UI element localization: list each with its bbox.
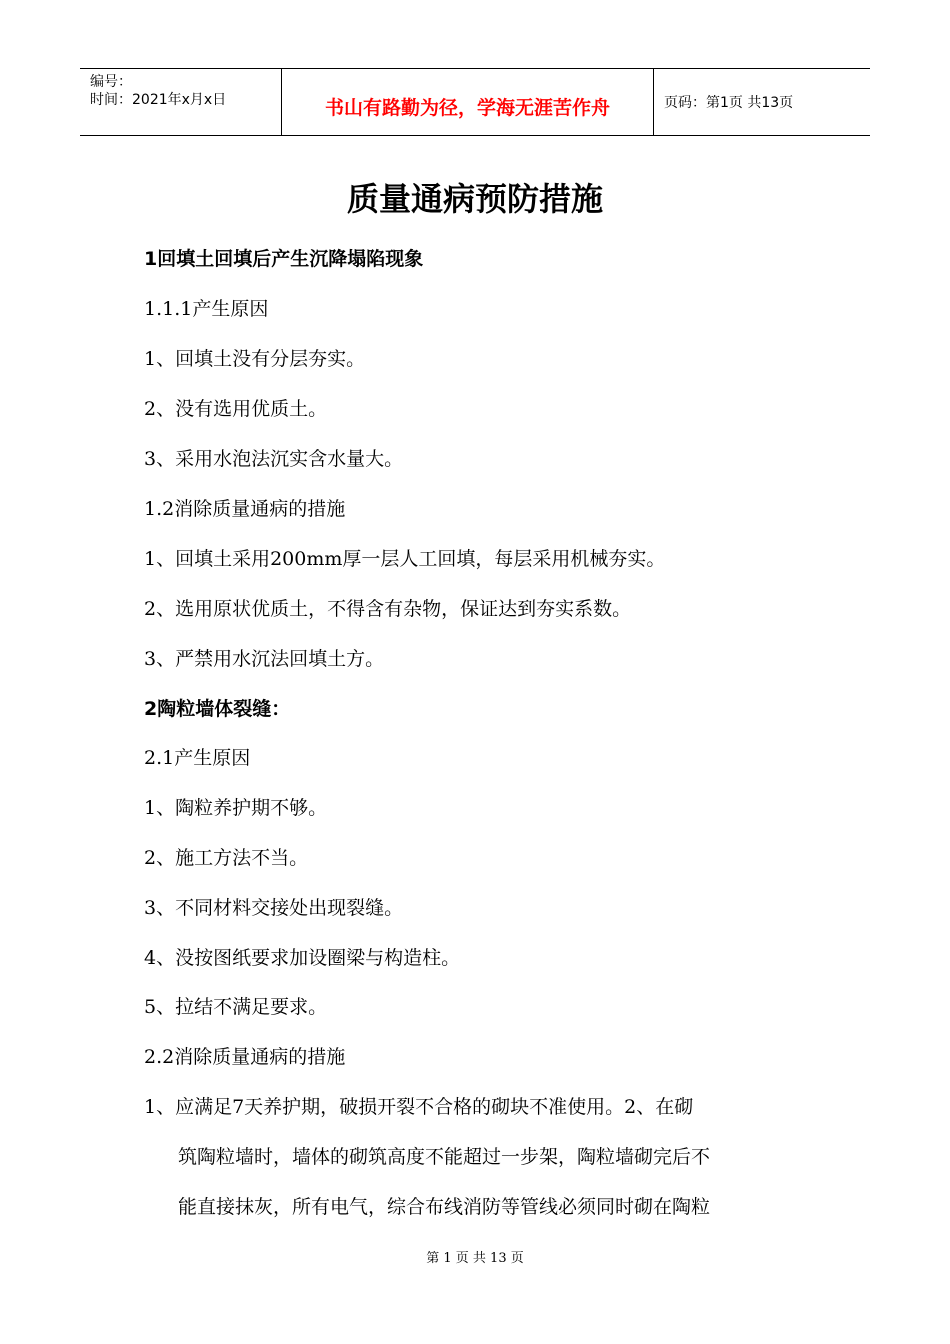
section-heading-2: 2陶粒墙体裂缝： <box>144 698 291 720</box>
document-header <box>80 68 870 136</box>
paragraph-line: 能直接抹灰，所有电气，综合布线消防等管线必须同时砌在陶粒 <box>178 1196 711 1218</box>
page-info: 页码：第1页 共13页 <box>664 95 794 111</box>
subsection-heading: 2.1产生原因 <box>144 747 251 769</box>
list-item: 3、严禁用水沉法回填土方。 <box>144 648 385 670</box>
list-item: 3、采用水泡法沉实含水量大。 <box>144 448 404 470</box>
list-item: 1、回填土没有分层夯实。 <box>144 348 366 370</box>
header-middle-cell <box>281 69 654 135</box>
header-right-cell <box>654 69 870 135</box>
list-item: 3、不同材料交接处出现裂缝。 <box>144 897 404 919</box>
list-item: 2、没有选用优质土。 <box>144 398 328 420</box>
list-item: 5、拉结不满足要求。 <box>144 996 328 1018</box>
paragraph-line: 1、应满足7天养护期，破损开裂不合格的砌块不准使用。2、在砌 <box>144 1096 694 1118</box>
header-motto: 书山有路勤为径，学海无涯苦作舟 <box>324 97 610 119</box>
list-item: 4、没按图纸要求加设圈梁与构造柱。 <box>144 947 461 969</box>
list-item: 1、回填土采用200mm厚一层人工回填，每层采用机械夯实。 <box>144 548 666 570</box>
subsection-heading: 2.2消除质量通病的措施 <box>144 1046 346 1068</box>
subsection-heading: 1.2消除质量通病的措施 <box>144 498 346 520</box>
list-item: 1、陶粒养护期不够。 <box>144 797 328 819</box>
document-number-label: 编号： <box>90 74 132 90</box>
list-item: 2、选用原状优质土，不得含有杂物，保证达到夯实系数。 <box>144 598 632 620</box>
page-title: 质量通病预防措施 <box>346 180 603 218</box>
page-footer: 第 1 页 共 13 页 <box>426 1251 524 1266</box>
list-item: 2、施工方法不当。 <box>144 847 309 869</box>
section-heading-1: 1回填土回填后产生沉降塌陷现象 <box>144 248 424 270</box>
paragraph-line: 筑陶粒墙时，墙体的砌筑高度不能超过一步架，陶粒墙砌完后不 <box>178 1146 711 1168</box>
document-date: 时间：2021年x月x日 <box>90 92 227 108</box>
subsection-heading: 1.1.1产生原因 <box>144 298 269 320</box>
header-left-cell <box>80 69 281 135</box>
